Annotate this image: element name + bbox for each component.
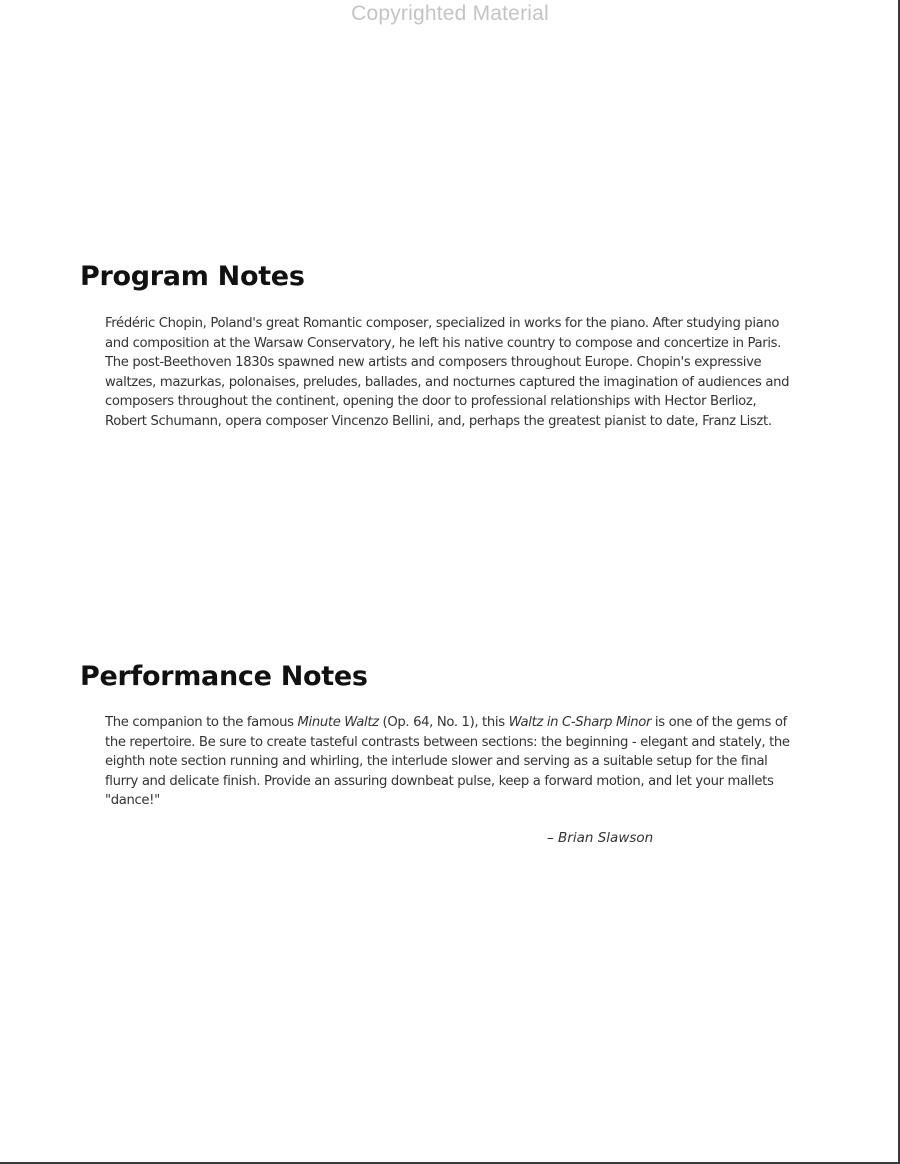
performance-notes-rest: is one of the gems of the repertoire. Be sure to create tasteful contrasts between sections: the beginning - elegant and stately, the eighth note section running and whirling, the interlude slower and serving as a suitable setup for the final flurry and delicate finish. Provide an assuring downbeat pulse, keep a forward motion, and let your mallets "dance!" bbox=[105, 715, 790, 808]
program-notes-paragraph: Frédéric Chopin, Poland's great Romantic composer, specialized in works for the piano. After studying piano and composition at the Warsaw Conservatory, he left his native country to compose and concertize in Paris. The post-Beethoven 1830s spawned new artists and composers throughout Europe. Chopin's expressive waltzes, mazurkas, polonaises, preludes, ballades, and nocturnes captured the imagination of audiences and composers throughout the continent, opening the door to professional relationships with Hector Berlioz, Robert Schumann, opera composer Vincenzo Bellini, and, perhaps the greatest pianist to date, Franz Liszt. bbox=[105, 316, 790, 429]
program-notes-heading: Program Notes bbox=[80, 261, 305, 292]
waltz-c-sharp-minor-title: Waltz in C-Sharp Minor bbox=[508, 715, 652, 730]
performance-notes-intro: The companion to the famous bbox=[105, 715, 298, 730]
author-signature: – Brian Slawson bbox=[547, 830, 654, 846]
minute-waltz-title: Minute Waltz bbox=[297, 715, 379, 730]
performance-notes-paragraph bbox=[105, 713, 795, 811]
copyright-watermark: Copyrighted Material bbox=[351, 2, 549, 25]
performance-notes-heading: Performance Notes bbox=[80, 661, 368, 692]
performance-notes-mid: (Op. 64, No. 1), this bbox=[378, 715, 509, 730]
